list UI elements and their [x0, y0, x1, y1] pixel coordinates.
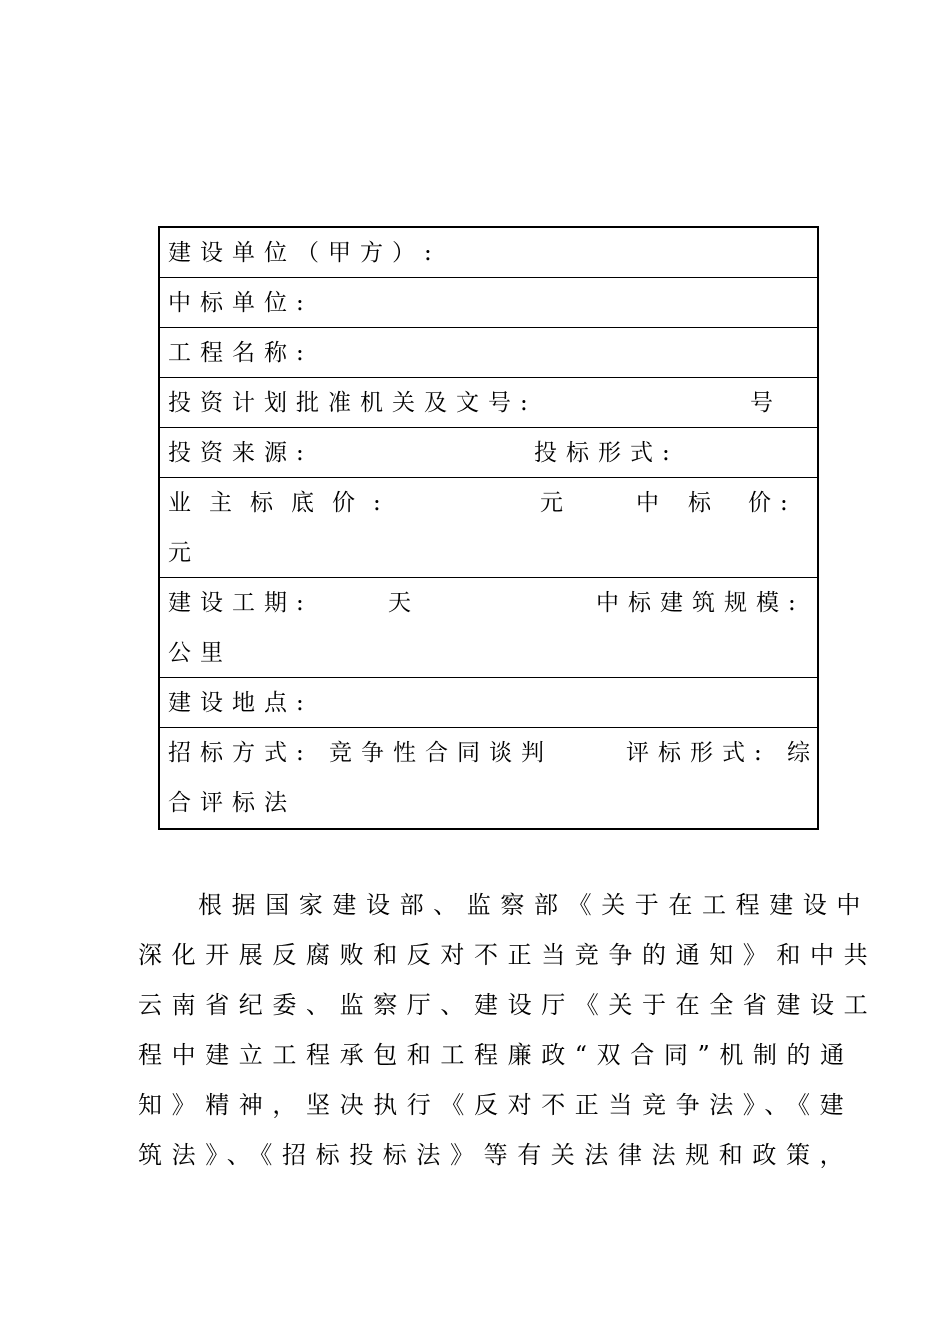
table-row-method	[160, 728, 820, 828]
bidding-method-label: 招标方式: 竞争性合同谈判	[168, 740, 554, 766]
table-row-funding	[160, 428, 817, 478]
base-price-unit: 元	[540, 490, 572, 516]
paragraph-line: 筑法》、《招标投标法》等有关法律法规和政策，	[138, 1141, 854, 1169]
schedule-unit: 天	[388, 590, 420, 616]
scale-label: 中标建筑规模:	[596, 590, 805, 616]
winning-bidder-label: 中标单位:	[168, 290, 313, 316]
scale-unit: 公里	[168, 640, 232, 666]
body-paragraph	[138, 880, 878, 1180]
paragraph-line: 深化开展反腐败和反对不正当竞争的通知》和中共	[138, 941, 878, 969]
paragraph-line: 程中建立工程承包和工程廉政“双合同”机制的通	[138, 1041, 854, 1069]
table-row-winning-bidder	[160, 278, 817, 328]
funding-source-label: 投资来源:	[168, 440, 313, 466]
table-row-client	[160, 228, 817, 278]
project-name-label: 工程名称:	[168, 340, 313, 366]
approval-suffix: 号	[750, 390, 782, 416]
table-row-location	[160, 678, 817, 728]
paragraph-line: 云南省纪委、监察厅、建设厅《关于在全省建设工	[138, 991, 878, 1019]
evaluation-form-value: 合评标法	[168, 790, 296, 816]
bid-form-label: 投标形式:	[534, 440, 679, 466]
contract-info-table	[158, 226, 819, 830]
evaluation-form-label: 评标形式: 综	[626, 740, 820, 766]
client-label: 建设单位（甲方）:	[168, 240, 441, 266]
table-row-approval	[160, 378, 817, 428]
winning-price-unit: 元	[168, 540, 200, 566]
table-row-schedule	[160, 578, 817, 678]
winning-price-label-2: 标	[688, 490, 720, 516]
winning-price-label-1: 中	[636, 490, 668, 516]
schedule-label: 建设工期:	[168, 590, 313, 616]
table-row-price	[160, 478, 817, 578]
location-label: 建设地点:	[168, 690, 313, 716]
paragraph-line: 知》精神，坚决执行《反对不正当竞争法》、《建	[138, 1091, 854, 1119]
base-price-label: 业主标底价:	[168, 490, 399, 516]
paragraph-line: 根据国家建设部、监察部《关于在工程建设中	[198, 891, 870, 919]
approval-label: 投资计划批准机关及文号:	[168, 390, 537, 416]
table-row-project-name	[160, 328, 817, 378]
winning-price-label-3: 价:	[748, 490, 797, 516]
